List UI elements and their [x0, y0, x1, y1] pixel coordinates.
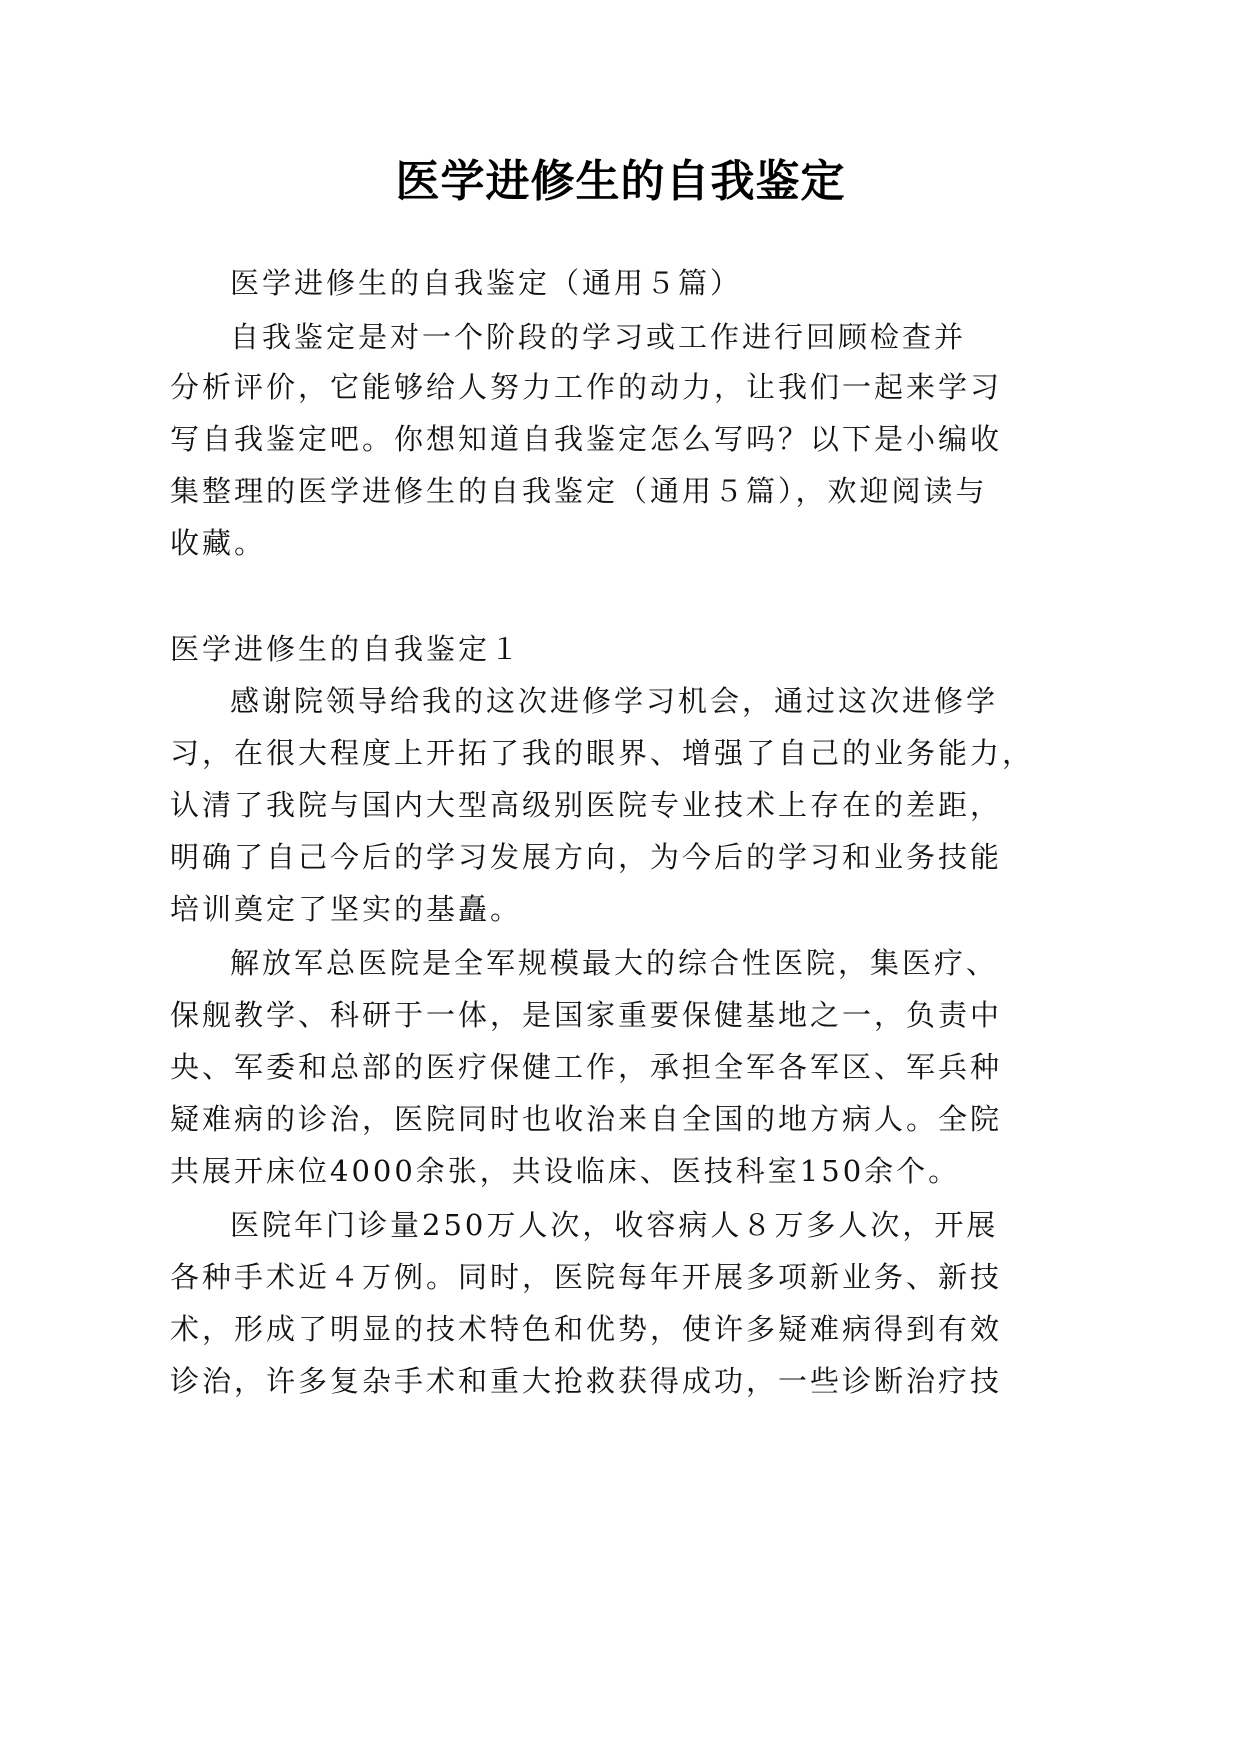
body-line: 各种手术近４万例。同时，医院每年开展多项新业务、新技	[170, 1260, 1003, 1294]
body-line: 央、军委和总部的医疗保健工作，承担全军各军区、军兵种	[170, 1050, 1003, 1084]
body-line: 共展开床位4000余张，共设临床、医技科室150余个。	[170, 1154, 961, 1188]
page-title: 医学进修生的自我鉴定	[395, 156, 846, 207]
body-line: 培训奠定了坚实的基矗。	[170, 892, 523, 926]
intro-line: 收藏。	[170, 526, 267, 560]
body-line: 诊治，许多复杂手术和重大抢救获得成功，一些诊断治疗技	[170, 1364, 1003, 1398]
body-line: 习，在很大程度上开拓了我的眼界、增强了自己的业务能力，	[170, 736, 1035, 770]
intro-line: 分析评价，它能够给人努力工作的动力，让我们一起来学习	[170, 370, 1003, 404]
body-line: 感谢院领导给我的这次进修学习机会，通过这次进修学	[230, 684, 999, 718]
body-line: 认清了我院与国内大型高级别医院专业技术上存在的差距，	[170, 788, 1003, 822]
intro-line: 自我鉴定是对一个阶段的学习或工作进行回顾检查并	[230, 320, 967, 354]
intro-line: 集整理的医学进修生的自我鉴定（通用５篇），欢迎阅读与	[170, 474, 988, 508]
section-heading: 医学进修生的自我鉴定１	[170, 632, 523, 666]
body-line: 术，形成了明显的技术特色和优势，使许多疑难病得到有效	[170, 1312, 1003, 1346]
body-line: 明确了自己今后的学习发展方向，为今后的学习和业务技能	[170, 840, 1003, 874]
body-line: 医院年门诊量250万人次，收容病人８万多人次，开展	[230, 1208, 999, 1242]
body-line: 疑难病的诊治，医院同时也收治来自全国的地方病人。全院	[170, 1102, 1003, 1136]
body-line: 解放军总医院是全军规模最大的综合性医院，集医疗、	[230, 946, 999, 980]
subtitle-line: 医学进修生的自我鉴定（通用５篇）	[230, 266, 743, 300]
intro-line: 写自我鉴定吧。你想知道自我鉴定怎么写吗？以下是小编收	[170, 422, 1003, 456]
body-line: 保舰教学、科研于一体，是国家重要保健基地之一，负责中	[170, 998, 1003, 1032]
